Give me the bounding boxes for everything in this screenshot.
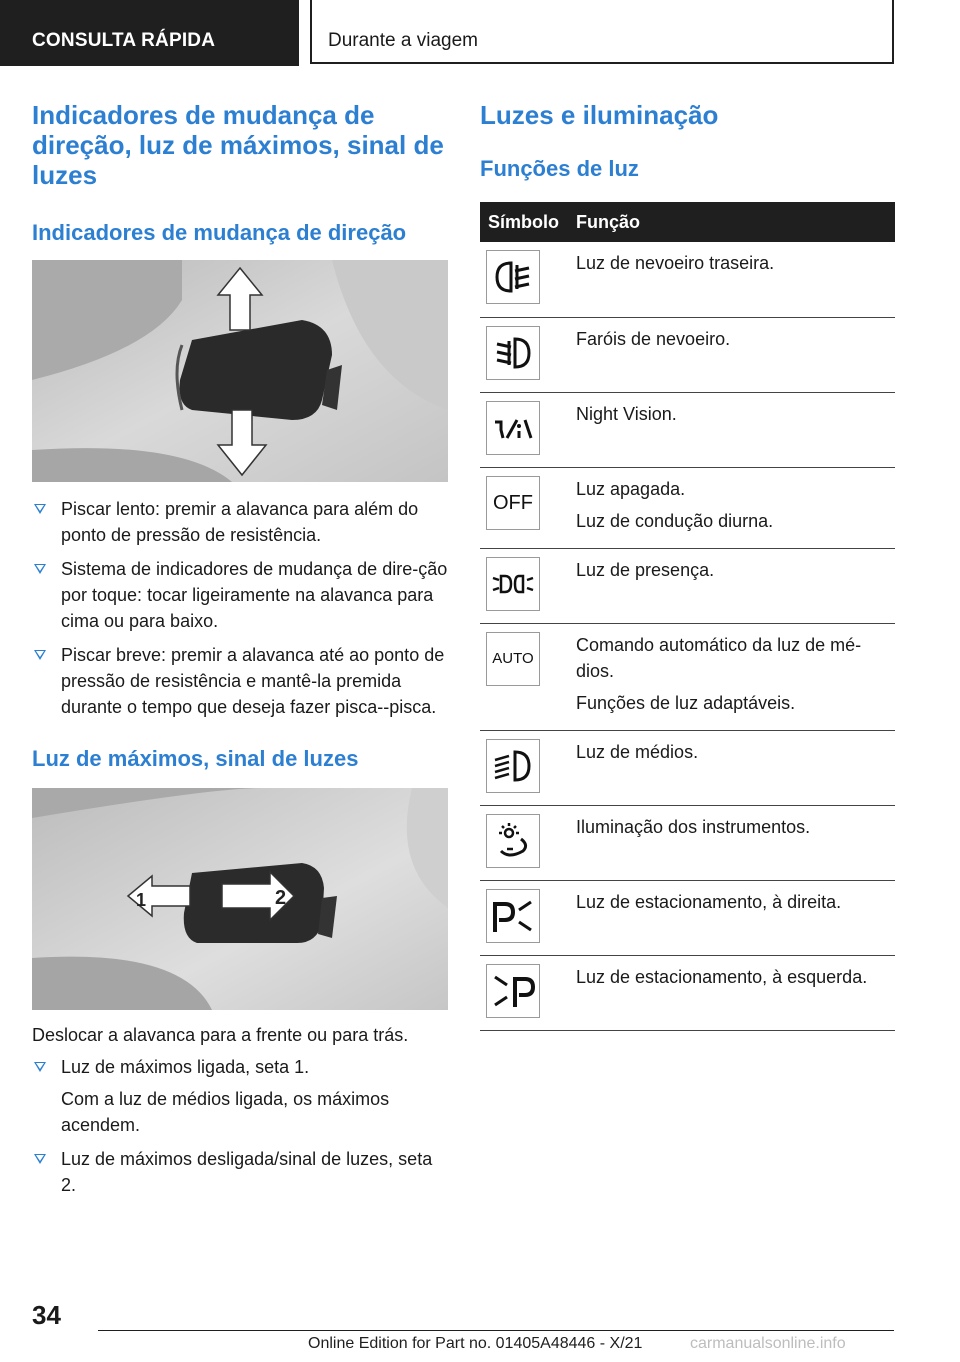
function-text: Luz de presença.	[576, 559, 715, 580]
parking-light-left-icon	[486, 964, 540, 1018]
function-text: Luz de médios.	[576, 741, 699, 762]
lever-instruction: Deslocar a alavanca para a frente ou para trás.	[32, 1025, 409, 1045]
parking-light-right-icon	[486, 889, 540, 943]
function-text: Luz de estacionamento, à direita.	[576, 891, 842, 912]
turn-signal-list	[32, 496, 448, 720]
watermark-text: carmanualsonline.info	[690, 1335, 846, 1352]
function-text: Luz de estacionamento, à esquerda.	[576, 966, 868, 987]
function-text: Comando automático da luz de mé-dios.	[576, 634, 862, 681]
bullet-triangle-icon	[34, 650, 46, 660]
high-beam-list	[32, 1054, 448, 1198]
subsection-title-turn-signals: Indicadores de mudança de direção	[32, 220, 407, 245]
edition-footer: Online Edition for Part no. 01405A48446 - X/21	[308, 1335, 643, 1352]
column-header-function: Função	[576, 202, 895, 242]
subsection-title-light-functions: Funções de luz	[480, 156, 639, 181]
footer-divider	[98, 1330, 894, 1331]
table-row	[480, 317, 895, 392]
table-row	[480, 730, 895, 805]
list-item: Luz de máximos desligada/sinal de luzes, seta 2.	[32, 1146, 448, 1198]
function-text: Luz de nevoeiro traseira.	[576, 253, 775, 273]
table-row	[480, 955, 895, 1030]
table-row	[480, 392, 895, 467]
lights-off-icon: OFF	[486, 476, 540, 530]
page-number: 34	[32, 1300, 61, 1330]
list-item: Sistema de indicadores de mudança de dire-ção por toque: tocar ligeiramente na alavanca para cima ou para baixo.	[32, 556, 448, 634]
table-header-row	[480, 202, 895, 242]
right-column	[480, 100, 895, 1031]
left-column	[32, 100, 448, 1206]
column-header-symbol: Símbolo	[480, 202, 576, 242]
table-row	[480, 880, 895, 955]
arrow-label-1: 1	[136, 890, 147, 910]
table-row	[480, 548, 895, 623]
section-label: CONSULTA RÁPIDA	[32, 30, 216, 51]
instrument-lighting-icon	[486, 814, 540, 868]
rear-fog-light-icon	[486, 250, 540, 304]
bullet-triangle-icon	[34, 1062, 46, 1072]
table-row	[480, 805, 895, 880]
list-item: Piscar breve: premir a alavanca até ao ponto de pressão de resistência e mantê-la premida durante o tempo que deseja fazer pisca--pisca.	[32, 642, 448, 720]
function-text: Iluminação dos instrumentos.	[576, 816, 811, 837]
bullet-triangle-icon	[34, 1154, 46, 1164]
function-text: Faróis de nevoeiro.	[576, 328, 731, 349]
function-text: Luz de condução diurna.	[576, 510, 774, 531]
high-beam-lever-illustration	[32, 788, 448, 1010]
turn-signal-lever-photo	[32, 260, 448, 482]
section-title-turn-signals: Indicadores de mudança de direção, luz de máximos, sinal de luzes	[32, 100, 444, 190]
section-title-lights: Luzes e iluminação	[480, 100, 719, 130]
function-text: Night Vision.	[576, 403, 677, 424]
auto-headlight-icon: AUTO	[486, 632, 540, 686]
table-row	[480, 467, 895, 548]
table-row	[480, 242, 895, 317]
function-text: Luz apagada.	[576, 478, 686, 499]
night-vision-icon	[486, 401, 540, 455]
high-beam-lever-photo	[32, 788, 448, 1010]
low-beam-icon	[486, 739, 540, 793]
bullet-triangle-icon	[34, 564, 46, 574]
list-item: Luz de máximos ligada, seta 1. Com a luz de médios ligada, os máximos acendem.	[32, 1054, 448, 1138]
table-row	[480, 623, 895, 730]
turn-signal-lever-illustration	[32, 260, 448, 482]
section-tab	[0, 0, 299, 66]
chapter-tab	[310, 0, 894, 64]
list-item-note: Com a luz de médios ligada, os máximos acendem.	[61, 1089, 390, 1135]
bullet-triangle-icon	[34, 504, 46, 514]
subsection-title-high-beam: Luz de máximos, sinal de luzes	[32, 746, 359, 771]
function-text: Funções de luz adaptáveis.	[576, 692, 796, 713]
front-fog-light-icon	[486, 326, 540, 380]
parking-lights-icon	[486, 557, 540, 611]
light-functions-table	[480, 202, 895, 1031]
chapter-label: Durante a viagem	[328, 30, 478, 51]
list-item: Piscar lento: premir a alavanca para além do ponto de pressão de resistência.	[32, 496, 448, 548]
arrow-label-2: 2	[275, 887, 287, 909]
